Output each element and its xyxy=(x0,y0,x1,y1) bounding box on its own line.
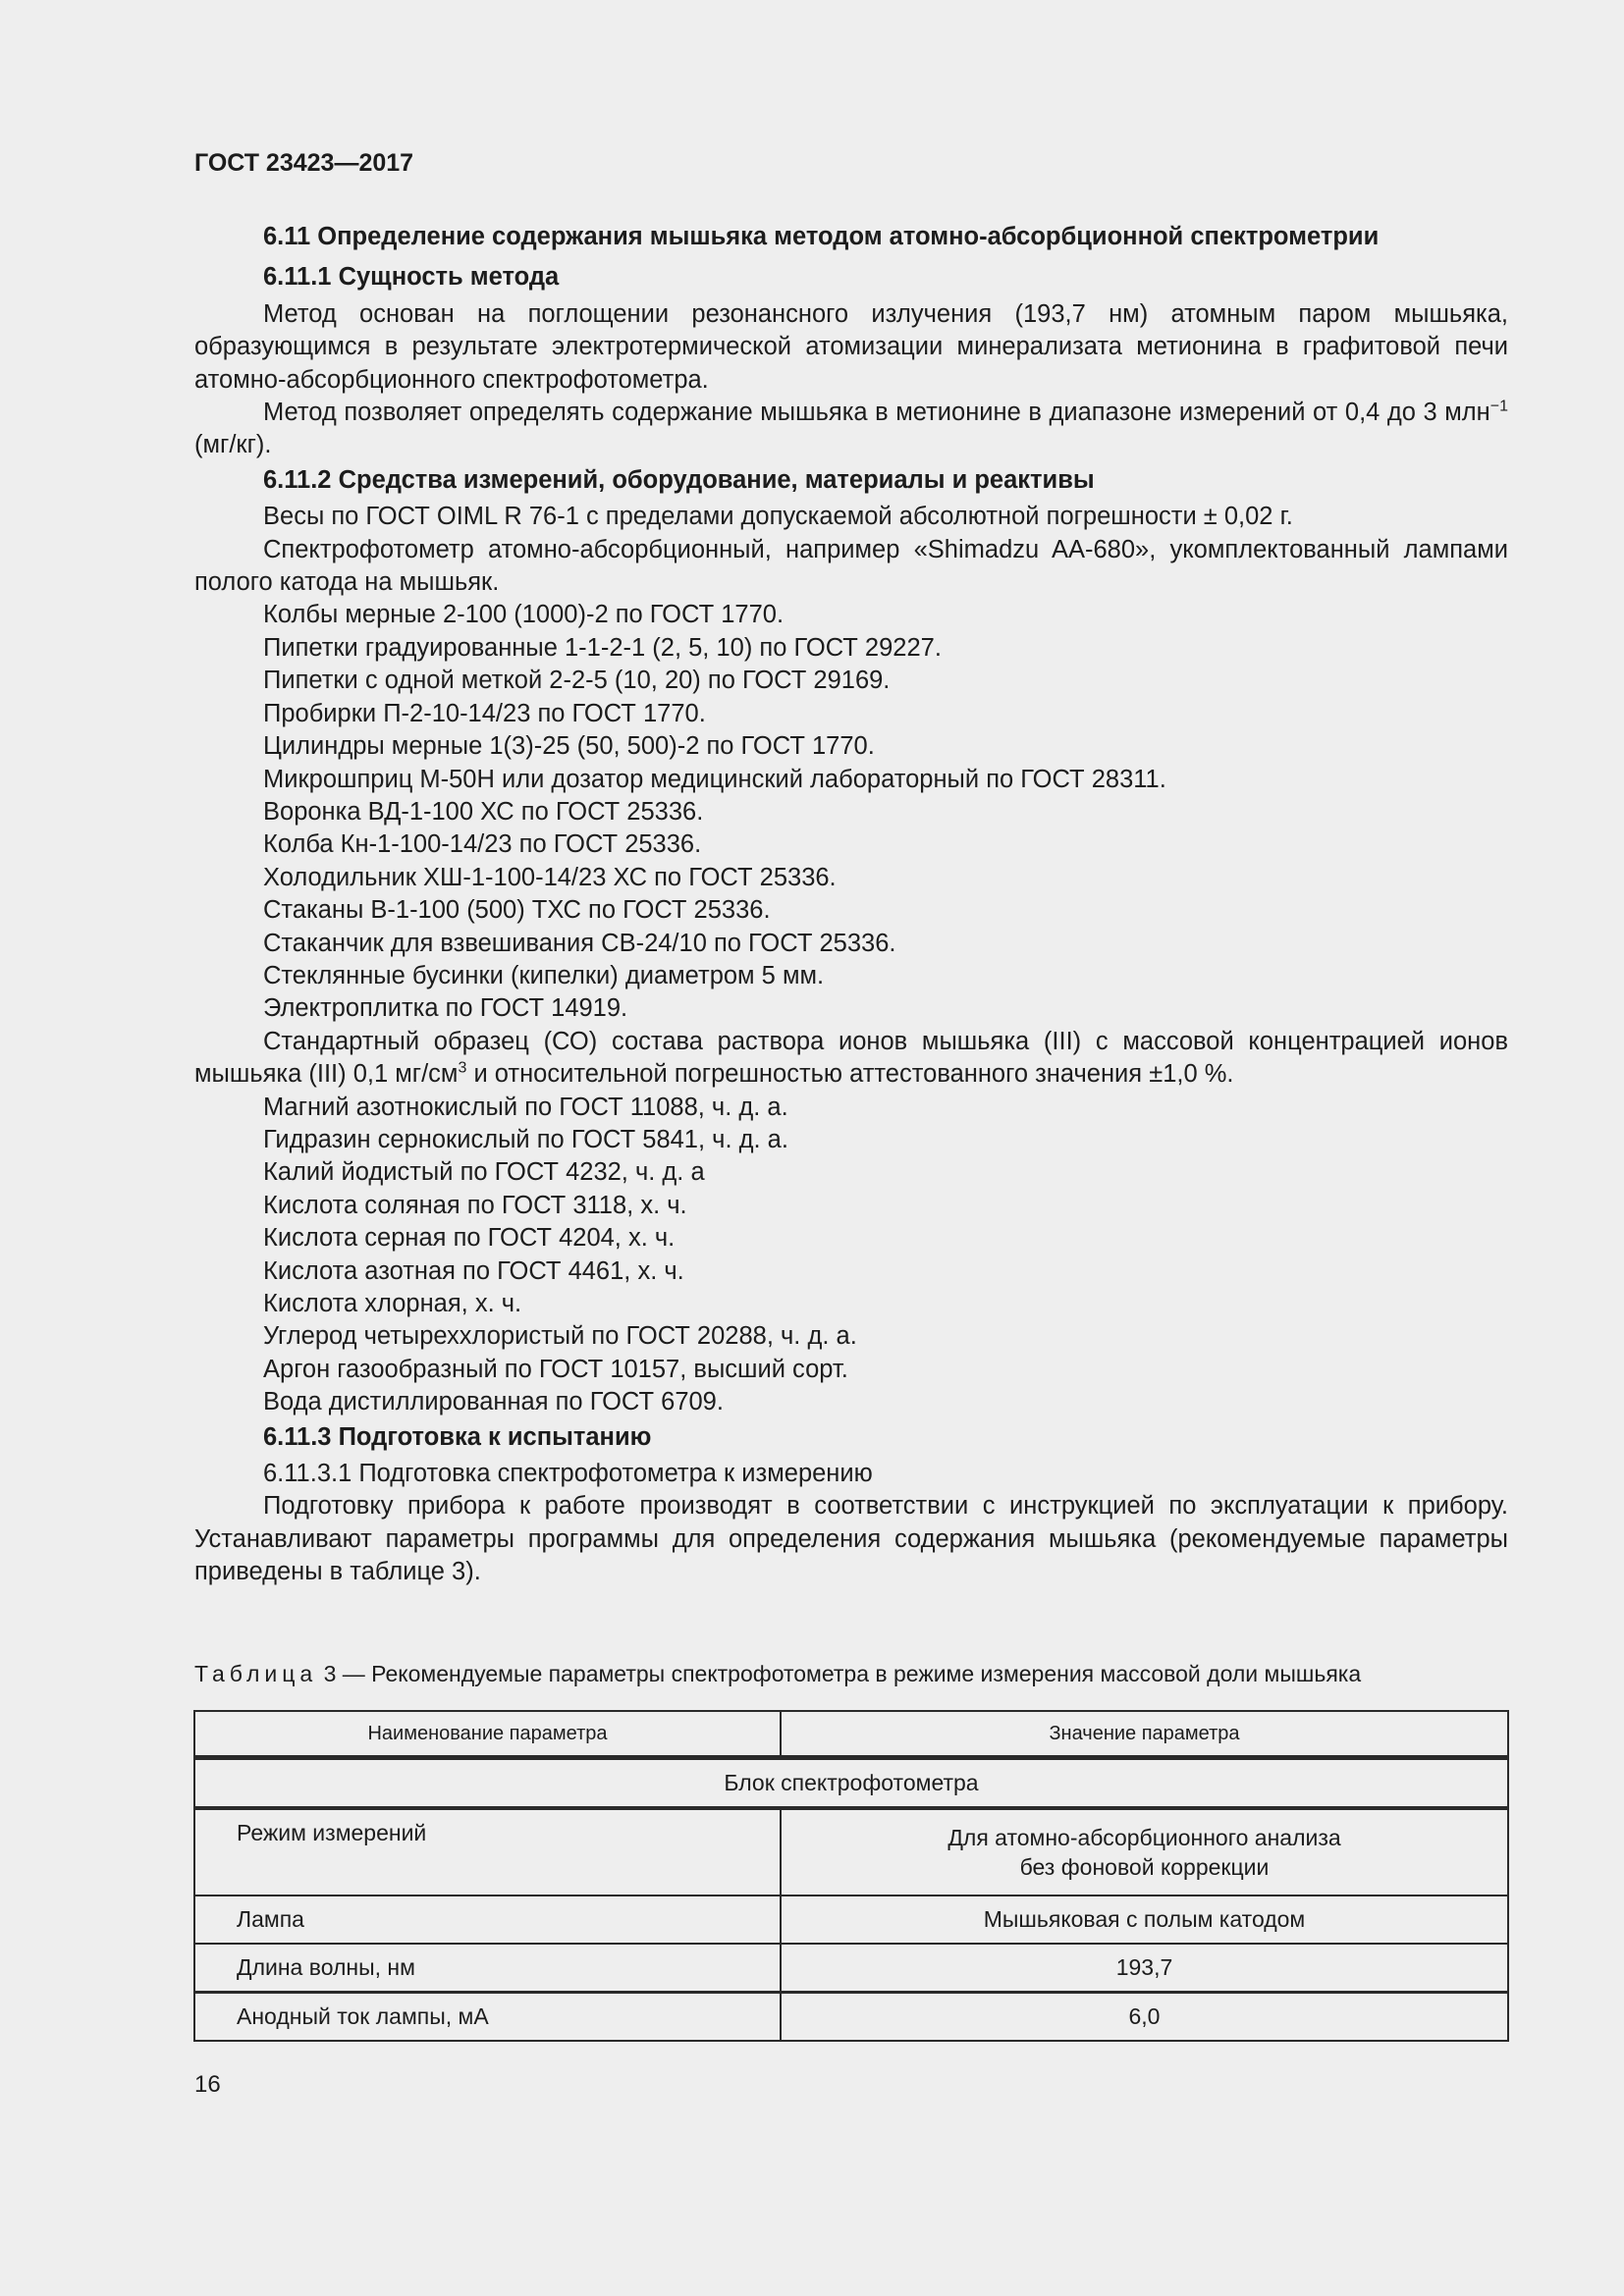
parameter-name: Режим измерений xyxy=(194,1808,781,1896)
list-item: Стаканы В-1-100 (500) ТХС по ГОСТ 25336. xyxy=(263,896,771,925)
table-row xyxy=(194,1808,1508,1896)
table-row xyxy=(194,1758,1508,1809)
block-label: Блок спектрофотометра xyxy=(194,1758,1508,1809)
list-item: Вода дистиллированная по ГОСТ 6709. xyxy=(263,1388,724,1416)
list-item: Колбы мерные 2-100 (1000)-2 по ГОСТ 1770. xyxy=(263,601,785,629)
table-header-row xyxy=(194,1711,1508,1758)
list-item: Электроплитка по ГОСТ 14919. xyxy=(263,994,628,1023)
list-item: Пробирки П-2-10-14/23 по ГОСТ 1770. xyxy=(263,699,706,727)
parameter-name: Лампа xyxy=(194,1896,781,1944)
parameters-table xyxy=(193,1710,1509,2042)
list-item: Кислота серная по ГОСТ 4204, х. ч. xyxy=(263,1224,676,1253)
list-item: Микрошприц М-50Н или дозатор медицинский лабораторный по ГОСТ 28311. xyxy=(263,765,1166,793)
list-item: Стаканчик для взвешивания СВ-24/10 по ГОСТ 25336. xyxy=(263,929,896,957)
list-item: Кислота соляная по ГОСТ 3118, х. ч. xyxy=(263,1191,687,1219)
table-label: Таблица xyxy=(194,1661,318,1686)
list-item: Воронка ВД-1-100 ХС по ГОСТ 25336. xyxy=(263,797,704,826)
table-row xyxy=(194,1896,1508,1944)
document-id: ГОСТ 23423—2017 xyxy=(194,149,414,177)
subsection-heading-essence: 6.11.1 Сущность метода xyxy=(263,263,560,292)
table-row xyxy=(194,1944,1508,1993)
list-item: Гидразин сернокислый по ГОСТ 5841, ч. д. а. xyxy=(263,1125,788,1153)
list-item: Аргон газообразный по ГОСТ 10157, высший сорт. xyxy=(263,1355,848,1383)
list-item: Стеклянные бусинки (кипелки) диаметром 5 мм. xyxy=(263,961,825,989)
subsection-heading-equipment: 6.11.2 Средства измерений, оборудование, материалы и реактивы xyxy=(263,465,1095,494)
subsection-heading-preparation: 6.11.3 Подготовка к испытанию xyxy=(263,1422,652,1451)
list-item: Магний азотнокислый по ГОСТ 11088, ч. д. а. xyxy=(263,1093,788,1121)
list-item: Спектрофотометр атомно-абсорбционный, например «Shimadzu AA-680», укомплектованный лампами полого катода на мышьяк. xyxy=(194,535,1508,597)
page-body xyxy=(194,221,1508,1589)
list-item: Кислота хлорная, х. ч. xyxy=(263,1290,522,1317)
list-item: Стандартный образец (СО) состава раствора ионов мышьяка (III) с массовой концентрацией ионов мышьяка (III) 0,1 $мг/см^3$ и относительной погрешностью аттестованного значения ±1,0 %. xyxy=(194,1027,1508,1089)
exponent: 3 xyxy=(458,1059,467,1077)
parameter-value: Для атомно-абсорбционного анализа без фоновой коррекции xyxy=(781,1808,1508,1896)
clause-heading: 6.11.3.1 Подготовка спектрофотометра к измерению xyxy=(263,1460,873,1488)
list-item: Холодильник ХШ-1-100-14/23 ХС по ГОСТ 25336. xyxy=(263,863,837,891)
method-essence-paragraph: Метод основан на поглощении резонансного излучения (193,7 нм) атомным паром мышьяка, образующимся в результате электротермической атомизации минерализата метионина в графитовой печи атомно-абсорбционного спектрофотометра. xyxy=(194,299,1508,394)
column-header: Наименование параметра xyxy=(194,1711,781,1758)
list-item: Калий йодистый по ГОСТ 4232, ч. д. а xyxy=(263,1158,705,1187)
table-title: Таблица 3 — Рекомендуемые параметры спектрофотометра в режиме измерения массовой доли мышьяка xyxy=(194,1661,1362,1686)
equipment-list xyxy=(194,501,1508,1418)
list-item: Цилиндры мерные 1(3)-25 (50, 500)-2 по ГОСТ 1770. xyxy=(263,732,875,761)
table-row xyxy=(194,1993,1508,2042)
parameter-name: Длина волны, нм xyxy=(194,1944,781,1993)
parameter-value: 193,7 xyxy=(781,1944,1508,1993)
column-header: Значение параметра xyxy=(781,1711,1508,1758)
list-item: Пипетки с одной меткой 2-2-5 (10, 20) по ГОСТ 29169. xyxy=(263,667,891,695)
section-heading: 6.11 Определение содержания мышьяка методом атомно-абсорбционной спектрометрии xyxy=(263,223,1380,250)
page-number: 16 xyxy=(194,2071,221,2098)
exponent: −1 xyxy=(1489,398,1508,415)
preparation-paragraph: Подготовку прибора к работе производят в соответствии с инструкцией по эксплуатации к прибору. Устанавливают параметры программы для определения содержания мышьяка (рекомендуемые параметры приведены в таблице 3). xyxy=(194,1492,1508,1586)
parameter-value: Мышьяковая с полым катодом xyxy=(781,1896,1508,1944)
parameter-value: 6,0 xyxy=(781,1993,1508,2042)
measurement-range-paragraph: Метод позволяет определять содержание мышьяка в метионине в диапазоне измерений от 0,4 до 3 млн$^{-1}$ (мг/кг). xyxy=(194,398,1508,459)
parameter-name: Анодный ток лампы, мА xyxy=(194,1993,781,2042)
list-item: Колба Кн-1-100-14/23 по ГОСТ 25336. xyxy=(263,830,702,859)
list-item: Кислота азотная по ГОСТ 4461, х. ч. xyxy=(263,1256,684,1285)
list-item: Углерод четыреххлористый по ГОСТ 20288, ч. д. а. xyxy=(263,1322,857,1351)
list-item: Весы по ГОСТ OIML R 76-1 с пределами допускаемой абсолютной погрешности ± 0,02 г. xyxy=(263,503,1293,531)
list-item: Пипетки градуированные 1-1-2-1 (2, 5, 10) по ГОСТ 29227. xyxy=(263,633,942,662)
